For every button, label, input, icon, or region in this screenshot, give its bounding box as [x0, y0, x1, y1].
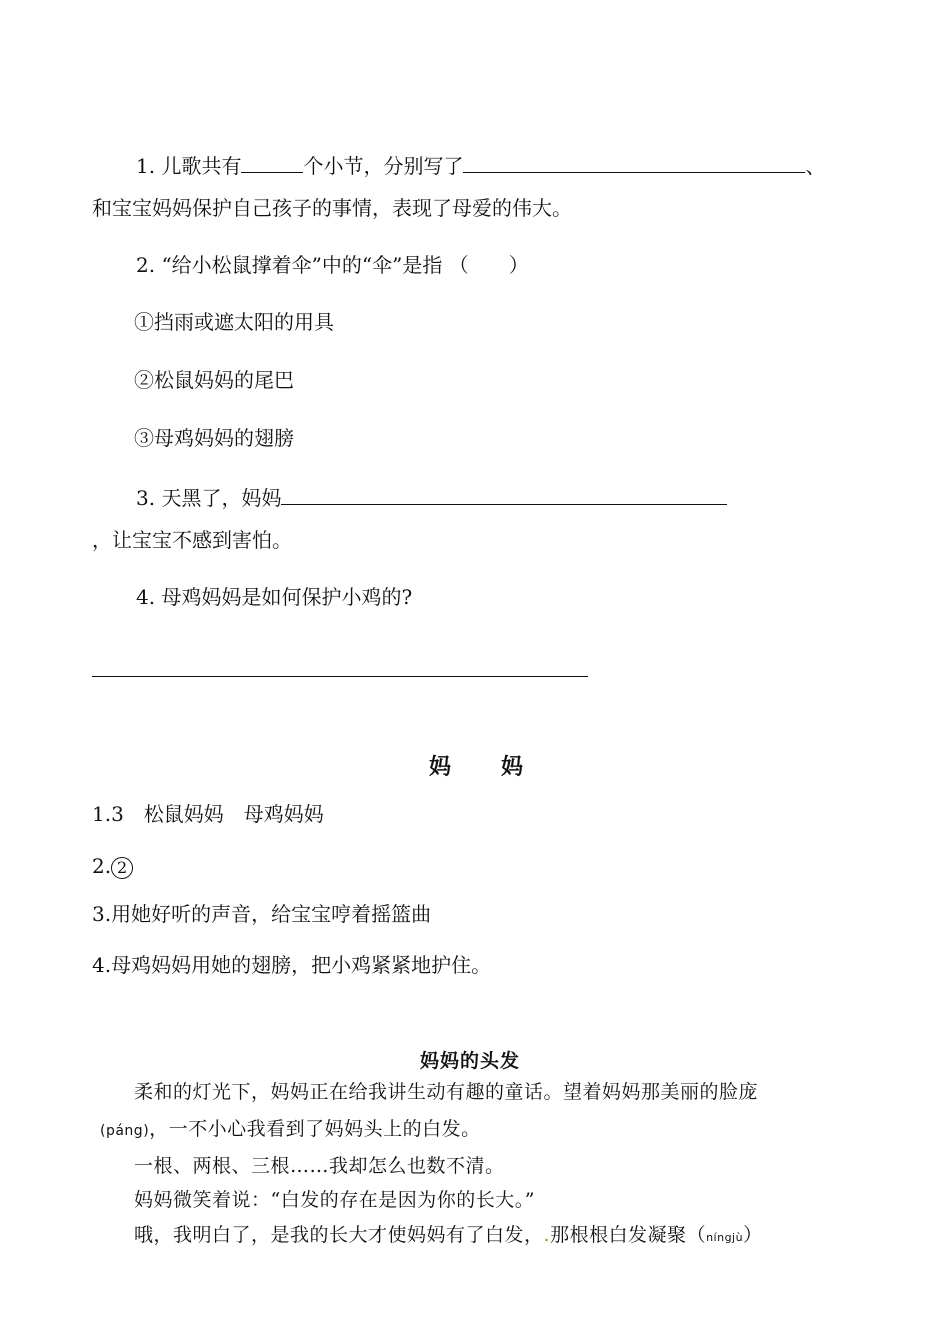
- answer-blank[interactable]: [281, 482, 727, 505]
- story-text: 哦，我明白了，是我的长大才使妈妈有了白发，: [134, 1224, 544, 1246]
- question-3-line-1: [136, 482, 727, 512]
- question-2-option-1: ①挡雨或遮太阳的用具: [134, 310, 334, 334]
- answer-2: [92, 852, 133, 880]
- story-text: ）: [743, 1224, 763, 1246]
- question-2-option-2: ②松鼠妈妈的尾巴: [134, 368, 294, 392]
- stray-dot: .: [543, 1224, 551, 1246]
- answer-3: 3.用她好听的声音，给宝宝哼着摇篮曲: [92, 902, 432, 926]
- story-paragraph-1-line-2: [100, 1116, 481, 1144]
- circled-number: 2: [111, 857, 133, 879]
- question-1-line-2: 和宝宝妈妈保护自己孩子的事情，表现了母爱的伟大。: [92, 196, 572, 220]
- question-1-line-1: [136, 150, 825, 180]
- answer-line[interactable]: [92, 676, 588, 677]
- question-4: 4. 母鸡妈妈是如何保护小鸡的?: [136, 585, 413, 609]
- story-text: ，一不小心我看到了妈妈头上的白发。: [149, 1118, 481, 1140]
- question-2-option-3: ③母鸡妈妈的翅膀: [134, 426, 294, 450]
- answer-blank[interactable]: [241, 150, 303, 173]
- story-paragraph-1-line-1: 柔和的灯光下，妈妈正在给我讲生动有趣的童话。望着妈妈那美丽的脸庞: [134, 1081, 759, 1103]
- question-3-text: 3. 天黑了，妈妈: [136, 486, 282, 510]
- answers-title: 妈 妈: [429, 754, 526, 780]
- question-1-text-c: 、: [805, 154, 826, 178]
- story-paragraph-3: 妈妈微笑着说：“白发的存在是因为你的长大。”: [134, 1189, 535, 1211]
- story-text: 那根根白发凝聚（: [550, 1224, 707, 1246]
- answer-blank[interactable]: [463, 150, 805, 173]
- story-title: 妈妈的头发: [420, 1050, 521, 1072]
- answer-4: 4.母鸡妈妈用她的翅膀，把小鸡紧紧地护住。: [92, 953, 492, 977]
- story-paragraph-4: [134, 1222, 763, 1251]
- pinyin-annotation: níngjù: [706, 1231, 744, 1244]
- answer-2-prefix: 2.: [92, 854, 112, 878]
- question-3-line-2: ，让宝宝不感到害怕。: [92, 528, 292, 552]
- story-paragraph-2: 一根、两根、三根……我却怎么也数不清。: [134, 1155, 505, 1177]
- pinyin-annotation: (páng): [100, 1123, 150, 1139]
- question-2: 2. “给小松鼠撑着伞”中的“伞”是指 （ ）: [136, 253, 529, 277]
- question-1-text-a: 1. 儿歌共有: [136, 154, 242, 178]
- answer-1: 1.3 松鼠妈妈 母鸡妈妈: [92, 802, 324, 826]
- question-1-text-b: 个小节，分别写了: [303, 154, 464, 178]
